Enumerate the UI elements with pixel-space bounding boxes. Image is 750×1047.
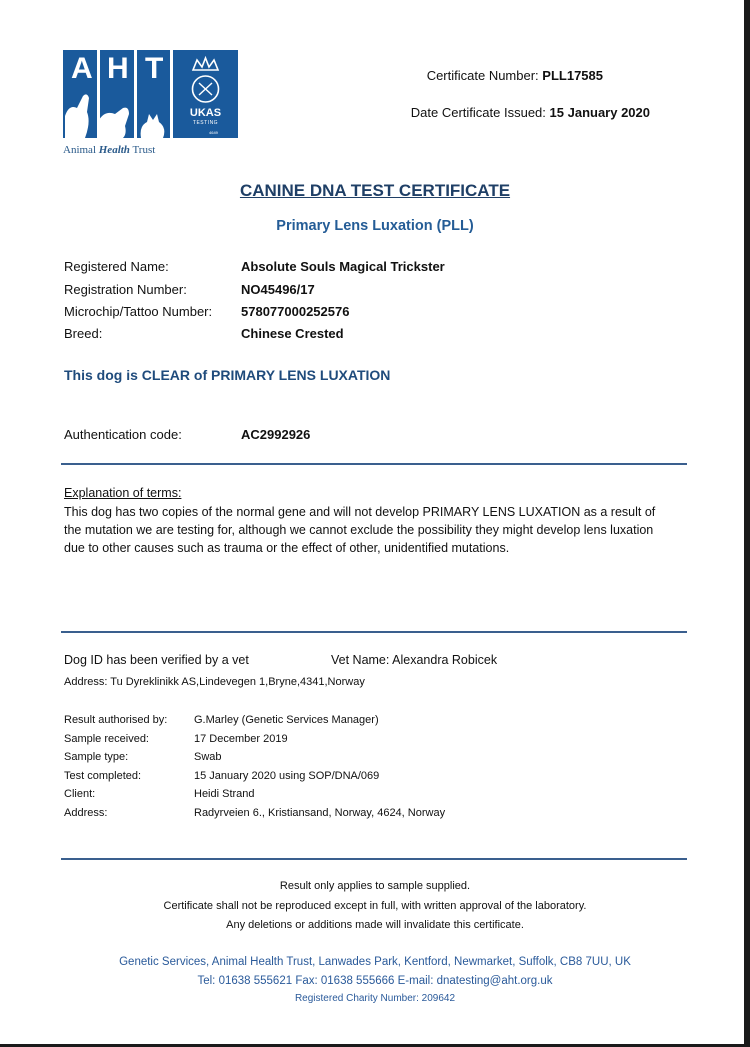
- footer-address: Genetic Services, Animal Health Trust, Lanwades Park, Kentford, Newmarket, Suffolk, CB8 7UU, UK: [119, 956, 631, 968]
- authentication-code-value: AC2992926: [241, 427, 311, 442]
- window-edge-right: [744, 0, 750, 1047]
- logo-caption-end: Trust: [129, 144, 156, 156]
- detail-label: Test completed:: [64, 770, 142, 782]
- registration-number-value: NO45496/17: [241, 282, 315, 297]
- explanation-text: This dog has two copies of the normal gene and will not develop PRIMARY LENS LUXATION as a result of the mutation we are testing for, although we cannot exclude the possibility they might develop lens luxation due to other causes such as trauma or the effect of other, unidentified mutations.: [64, 505, 656, 555]
- certificate-number-row: [427, 68, 603, 83]
- breed-value: Chinese Crested: [241, 326, 344, 341]
- footer-charity-number: Registered Charity Number: 209642: [294, 993, 456, 1004]
- registration-number-label: Registration Number:: [64, 282, 187, 297]
- animals-silhouette-icon: [63, 86, 170, 138]
- ukas-label: UKAS: [189, 107, 222, 119]
- logo-caption-start: Animal: [63, 144, 99, 156]
- ukas-sub-label: TESTING: [192, 120, 219, 126]
- aht-logo: [63, 50, 238, 160]
- vet-address: Address: Tu Dyreklinikk AS,Lindevegen 1,Bryne,4341,Norway: [64, 676, 365, 688]
- logo-letter-h: H: [107, 52, 129, 85]
- breed-label: Breed:: [64, 326, 103, 341]
- logo-letter-a: A: [71, 52, 93, 85]
- certificate-subtitle: Primary Lens Luxation (PLL): [276, 218, 474, 234]
- microchip-value: 578077000252576: [241, 304, 350, 319]
- divider: [61, 463, 687, 465]
- microchip-label: Microchip/Tattoo Number:: [64, 304, 213, 319]
- detail-label: Sample type:: [64, 751, 129, 763]
- vet-name: Vet Name: Alexandra Robicek: [331, 653, 498, 667]
- detail-label: Client:: [64, 788, 96, 800]
- footer-contact: Tel: 01638 555621 Fax: 01638 555666 E-mail: dnatesting@aht.org.uk: [197, 975, 553, 987]
- detail-value: 15 January 2020 using SOP/DNA/069: [194, 770, 380, 782]
- certificate-number: PLL17585: [542, 68, 603, 83]
- detail-value: Radyrveien 6., Kristiansand, Norway, 4624, Norway: [194, 807, 446, 819]
- detail-value: G.Marley (Genetic Services Manager): [194, 714, 379, 726]
- explanation-heading: Explanation of terms:: [64, 486, 182, 500]
- detail-label: Result authorised by:: [64, 714, 168, 726]
- detail-value: Swab: [194, 751, 222, 763]
- crown-icon: [185, 56, 226, 106]
- footer-disclaimer-1: Result only applies to sample supplied.: [279, 880, 471, 892]
- detail-value: 17 December 2019: [194, 733, 288, 745]
- issued-date-row: [411, 105, 650, 120]
- logo-caption-emph: Health: [98, 144, 130, 156]
- ukas-badge: [173, 50, 238, 138]
- authentication-code-label: Authentication code:: [64, 427, 182, 442]
- divider: [61, 858, 687, 860]
- divider: [61, 631, 687, 633]
- registered-name-value: Absolute Souls Magical Trickster: [241, 259, 445, 274]
- detail-value: Heidi Strand: [194, 788, 255, 800]
- logo-letter-t: T: [145, 52, 164, 85]
- certificate-number-label: Certificate Number:: [426, 68, 539, 83]
- issued-date-label: Date Certificate Issued:: [410, 105, 546, 120]
- ukas-number: 4649: [209, 130, 218, 135]
- detail-label: Sample received:: [64, 733, 149, 745]
- test-result: This dog is CLEAR of PRIMARY LENS LUXATION: [64, 367, 391, 383]
- issued-date: 15 January 2020: [549, 105, 650, 120]
- vet-verified-text: Dog ID has been verified by a vet: [64, 653, 249, 667]
- footer-disclaimer-3: Any deletions or additions made will invalidate this certificate.: [226, 919, 524, 931]
- footer-disclaimer-2: Certificate shall not be reproduced except in full, with written approval of the laboratory.: [163, 900, 587, 912]
- logo-caption: [63, 144, 155, 156]
- detail-label: Address:: [64, 807, 108, 819]
- certificate-title: CANINE DNA TEST CERTIFICATE: [239, 181, 511, 200]
- registered-name-label: Registered Name:: [64, 259, 169, 274]
